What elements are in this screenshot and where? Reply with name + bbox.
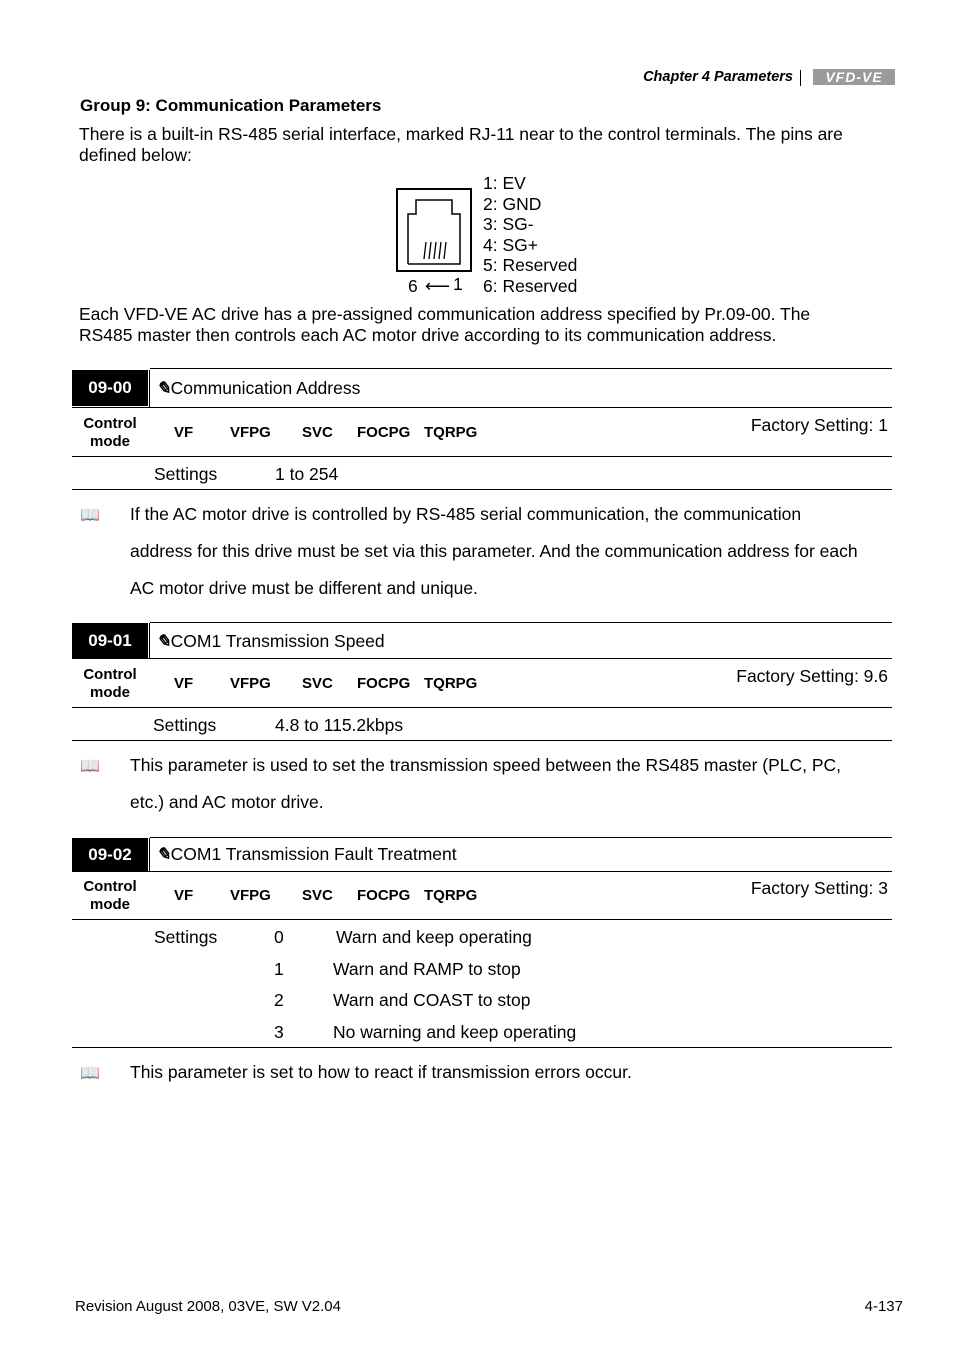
param-id-09-02: 09-02 (72, 838, 148, 871)
divider (149, 838, 150, 872)
option-text: Warn and keep operating (336, 927, 532, 947)
factory-setting: Factory Setting: 3 (750, 878, 888, 898)
mode-vfpg: VFPG (230, 675, 271, 692)
option-value: 3 (274, 1022, 284, 1042)
param-title-09-01: ✎COM1 Transmission Speed (156, 631, 385, 651)
option-value: 0 (274, 927, 284, 947)
jack-pin-1-label: 1 (453, 274, 463, 294)
mode-focpg: FOCPG (357, 887, 411, 904)
book-icon: 📖 (80, 758, 100, 775)
divider (72, 456, 892, 457)
jack-pin-6-label: 6 (408, 276, 418, 296)
control-mode-label: Control mode (83, 878, 137, 913)
header-divider (800, 70, 801, 86)
param-id-09-00: 09-00 (72, 370, 148, 406)
pin-item: 5: Reserved (483, 255, 578, 276)
settings-label: Settings (154, 464, 218, 484)
intro-line-2: defined below: (79, 145, 192, 165)
divider (150, 622, 892, 623)
settings-value: 4.8 to 115.2kbps (275, 715, 404, 735)
option-text: Warn and RAMP to stop (333, 959, 521, 979)
divider (149, 370, 150, 408)
pin-item: 1: EV (483, 173, 526, 193)
divider (72, 658, 892, 659)
mode-svc: SVC (302, 887, 333, 904)
control-mode-label: Control mode (83, 666, 137, 701)
option-value: 2 (274, 990, 284, 1010)
note-09-01: This parameter is used to set the transmission speed between the RS485 master (PLC, PC, etc.) and AC motor drive. (130, 755, 842, 812)
mode-vf: VF (174, 424, 194, 441)
settings-label: Settings (153, 715, 217, 735)
pencil-icon: ✎ (156, 844, 171, 864)
param-title-09-02: ✎COM1 Transmission Fault Treatment (156, 844, 457, 864)
note-09-00: If the AC motor drive is controlled by RS-485 serial communication, the communication address for this drive must be set via this parameter. And the communication address for each AC motor drive must be different and unique. (130, 504, 858, 598)
mode-vf: VF (174, 887, 194, 904)
mode-tqrpg: TQRPG (424, 675, 478, 692)
divider (149, 623, 150, 659)
divider (72, 740, 892, 741)
divider (150, 368, 892, 369)
mode-vf: VF (174, 675, 194, 692)
address-line-2: RS485 master then controls each AC motor drive according to its communication address. (79, 325, 777, 345)
divider (72, 489, 892, 490)
book-icon: 📖 (80, 507, 100, 524)
pin-item: 2: GND (483, 193, 542, 214)
divider (72, 407, 892, 408)
factory-setting: Factory Setting: 1 (750, 415, 888, 435)
vfd-ve-logo: VFD-VE (813, 69, 895, 85)
group-title: Group 9: Communication Parameters (80, 96, 382, 115)
mode-tqrpg: TQRPG (424, 887, 478, 904)
address-line-1: Each VFD-VE AC drive has a pre-assigned communication address specified by Pr.09-00. The (79, 304, 811, 324)
divider (72, 871, 892, 872)
divider (150, 837, 892, 838)
pin-list (483, 173, 577, 297)
note-09-02: This parameter is set to how to react if transmission errors occur. (130, 1062, 632, 1082)
pin-item: 6: Reserved (483, 275, 578, 296)
intro-line-1: There is a built-in RS-485 serial interface, marked RJ-11 near to the control terminals. The pins are (79, 124, 843, 144)
settings-label: Settings (154, 927, 218, 947)
mode-vfpg: VFPG (230, 887, 271, 904)
rj11-jack-icon (396, 188, 474, 274)
mode-tqrpg: TQRPG (424, 424, 478, 441)
settings-value: 1 to 254 (275, 464, 339, 484)
divider (72, 919, 892, 920)
book-icon: 📖 (80, 1065, 100, 1082)
divider (72, 1047, 892, 1048)
option-text: Warn and COAST to stop (333, 990, 531, 1010)
param-title-09-00: ✎Communication Address (156, 378, 361, 398)
pin-item: 3: SG- (483, 214, 534, 235)
pin-item: 4: SG+ (483, 234, 538, 255)
page-number: 4-137 (864, 1298, 903, 1315)
mode-vfpg: VFPG (230, 424, 271, 441)
pencil-icon: ✎ (156, 631, 171, 651)
param-id-09-01: 09-01 (72, 623, 148, 658)
option-value: 1 (274, 959, 284, 979)
left-arrow-icon: ⟵ (425, 276, 451, 296)
mode-svc: SVC (302, 675, 333, 692)
mode-svc: SVC (302, 424, 333, 441)
divider (72, 707, 892, 708)
control-mode-label: Control mode (83, 415, 137, 450)
pencil-icon: ✎ (156, 378, 171, 398)
mode-focpg: FOCPG (357, 675, 411, 692)
mode-focpg: FOCPG (357, 424, 411, 441)
option-text: No warning and keep operating (333, 1022, 577, 1042)
footer-revision: Revision August 2008, 03VE, SW V2.04 (75, 1298, 341, 1315)
factory-setting: Factory Setting: 9.6 (736, 666, 888, 686)
chapter-title: Chapter 4 Parameters (643, 69, 793, 85)
